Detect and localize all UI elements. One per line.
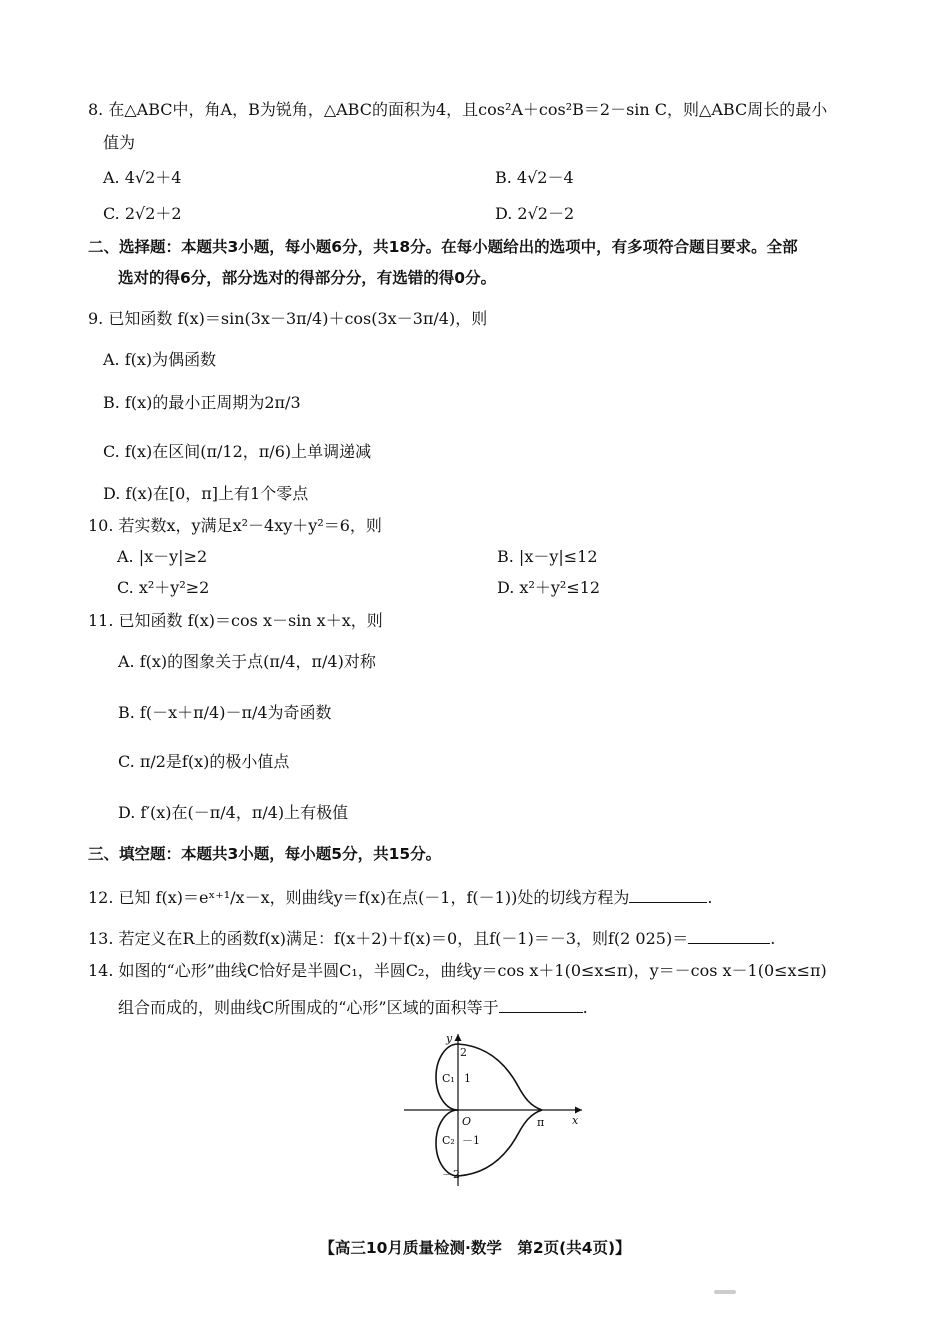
q13-stem: 13. 若定义在R上的函数f(x)满足：f(x＋2)＋f(x)＝0，且f(－1)＝－3，则f(2 025)＝ bbox=[88, 929, 689, 948]
q9-option-b: B. f(x)的最小正周期为2π/3 bbox=[103, 393, 301, 412]
q9-option-c: C. f(x)在区间(π/12，π/6)上单调递减 bbox=[103, 442, 372, 461]
section2-line2: 选对的得6分，部分选对的得部分分，有选错的得0分。 bbox=[118, 269, 497, 287]
q8-option-c: C. 2√2＋2 bbox=[103, 204, 182, 223]
q8-stem-line1: 8. 在△ABC中，角A，B为锐角，△ABC的面积为4，且cos²A＋cos²B＝2－sin C，则△ABC周长的最小 bbox=[88, 100, 828, 119]
q14-line1: 14. 如图的“心形”曲线C恰好是半圆C₁，半圆C₂，曲线y＝cos x＋1(0≤x≤π)，y＝－cos x－1(0≤x≤π) bbox=[88, 961, 827, 980]
q13-end: . bbox=[770, 929, 776, 948]
tick-label-1: 1 bbox=[464, 1072, 471, 1085]
q10-option-a: A. |x－y|≥2 bbox=[117, 547, 208, 566]
q10-option-c: C. x²＋y²≥2 bbox=[117, 578, 210, 597]
q8-option-d: D. 2√2－2 bbox=[495, 204, 575, 223]
tick-label-neg1: －1 bbox=[462, 1134, 480, 1147]
heart-curve-figure bbox=[400, 1030, 590, 1190]
origin-label: O bbox=[462, 1115, 472, 1128]
section3-heading: 三、填空题：本题共3小题，每小题5分，共15分。 bbox=[88, 845, 442, 863]
tick-label-2: 2 bbox=[460, 1046, 467, 1059]
q9-option-a: A. f(x)为偶函数 bbox=[103, 350, 217, 369]
q13-line bbox=[88, 927, 775, 950]
page-footer: 【高三10月质量检测·数学 第2页(共4页)】 bbox=[319, 1239, 631, 1257]
q10-option-b: B. |x－y|≤12 bbox=[497, 547, 598, 566]
q9-option-d: D. f(x)在[0，π]上有1个零点 bbox=[103, 484, 309, 503]
q11-option-d: D. f′(x)在(－π/4，π/4)上有极值 bbox=[118, 803, 349, 822]
q12-stem: 12. 已知 f(x)＝eˣ⁺¹/x－x，则曲线y＝f(x)在点(－1，f(－1))处的切线方程为 bbox=[88, 888, 630, 907]
tick-label-neg2: －2 bbox=[442, 1168, 460, 1181]
q10-option-d: D. x²＋y²≤12 bbox=[497, 578, 601, 597]
q11-option-b: B. f(－x＋π/4)－π/4为奇函数 bbox=[118, 703, 332, 722]
q12-line bbox=[88, 886, 712, 909]
q12-answer-blank[interactable] bbox=[629, 886, 707, 903]
q9-stem: 9. 已知函数 f(x)＝sin(3x－3π/4)＋cos(3x－3π/4)，则 bbox=[88, 309, 488, 328]
q14-line2 bbox=[118, 996, 588, 1019]
q11-option-c: C. π/2是f(x)的极小值点 bbox=[118, 752, 290, 771]
q14-answer-blank[interactable] bbox=[499, 996, 583, 1013]
q14-end: . bbox=[582, 998, 588, 1017]
q11-stem: 11. 已知函数 f(x)＝cos x－sin x＋x，则 bbox=[88, 611, 383, 630]
q13-answer-blank[interactable] bbox=[688, 927, 770, 944]
scan-smudge bbox=[714, 1290, 736, 1294]
x-axis-label: x bbox=[572, 1114, 579, 1127]
c2-label: C₂ bbox=[442, 1134, 455, 1147]
q14-stem2: 组合而成的，则曲线C所围成的“心形”区域的面积等于 bbox=[118, 998, 499, 1017]
q8-stem-line2: 值为 bbox=[103, 133, 136, 152]
pi-label: π bbox=[537, 1116, 545, 1129]
y-axis-label: y bbox=[446, 1032, 453, 1045]
c1-label: C₁ bbox=[442, 1072, 455, 1085]
section2-line1: 二、选择题：本题共3小题，每小题6分，共18分。在每小题给出的选项中，有多项符合题目要求。全部 bbox=[88, 238, 798, 256]
q10-stem: 10. 若实数x，y满足x²－4xy＋y²＝6，则 bbox=[88, 516, 382, 535]
q12-end: . bbox=[707, 888, 713, 907]
q8-option-a: A. 4√2＋4 bbox=[103, 168, 182, 187]
q11-option-a: A. f(x)的图象关于点(π/4，π/4)对称 bbox=[118, 652, 376, 671]
q8-option-b: B. 4√2－4 bbox=[495, 168, 574, 187]
